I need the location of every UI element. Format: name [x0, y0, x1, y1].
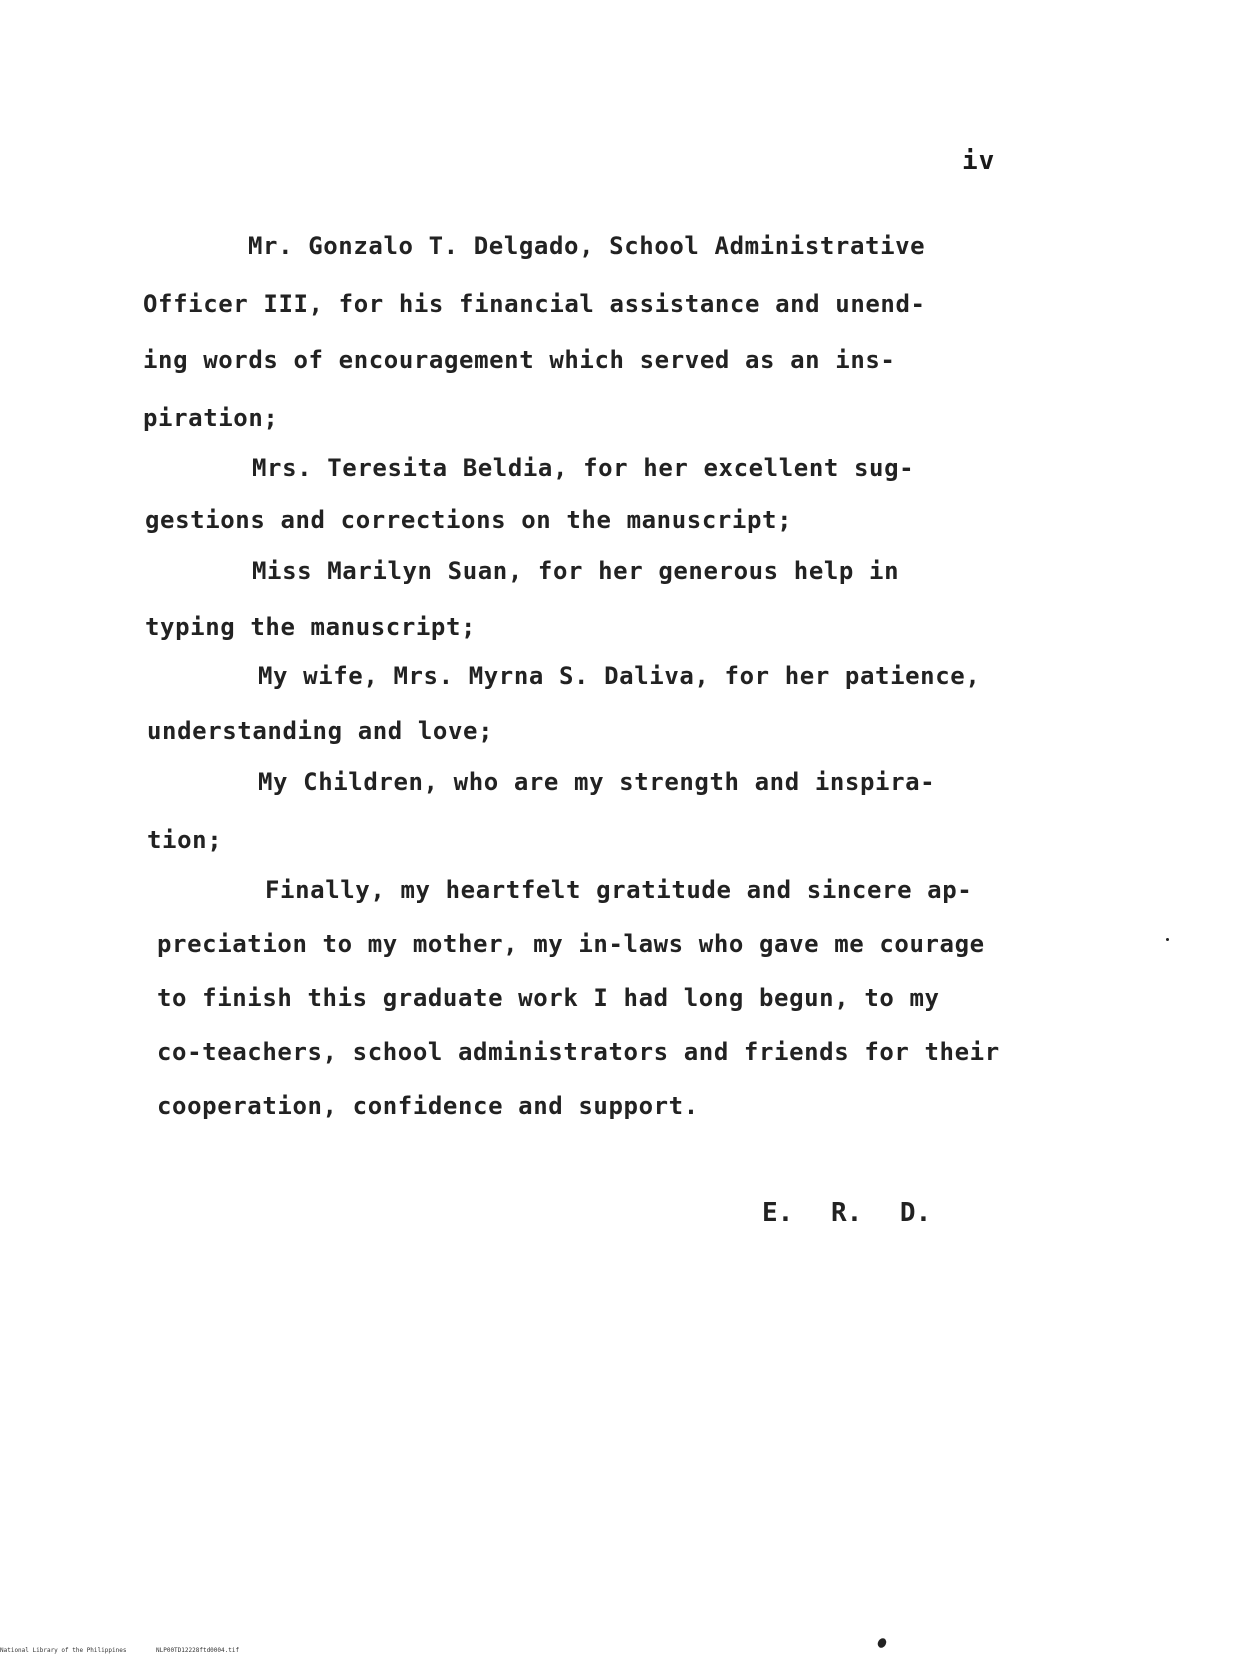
text-line: to finish this graduate work I had long begun, to my	[157, 984, 940, 1012]
text-line: Mrs. Teresita Beldia, for her excellent sug-	[252, 454, 915, 482]
scan-speck	[1166, 938, 1169, 941]
text-line: Officer III, for his financial assistance and unend-	[143, 290, 926, 318]
text-line: Miss Marilyn Suan, for her generous help in	[252, 557, 900, 585]
text-line: preciation to my mother, my in-laws who gave me courage	[157, 930, 985, 958]
text-line: gestions and corrections on the manuscript;	[145, 506, 793, 534]
footer-library: National Library of the Philippines	[0, 1647, 127, 1654]
text-line: understanding and love;	[147, 717, 494, 745]
footer-filename: NLP00TD12228ftd0004.tif	[156, 1647, 240, 1654]
text-line: cooperation, confidence and support.	[157, 1092, 699, 1120]
text-line: ing words of encouragement which served as an ins-	[143, 346, 896, 374]
text-line: Mr. Gonzalo T. Delgado, School Administrative	[248, 232, 926, 260]
scan-speck	[876, 1637, 888, 1650]
text-line: My Children, who are my strength and inspira-	[258, 768, 936, 796]
text-line: piration;	[143, 404, 279, 432]
text-line: typing the manuscript;	[145, 613, 477, 641]
text-line: co-teachers, school administrators and friends for their	[157, 1038, 1000, 1066]
page-number: iv	[962, 146, 996, 176]
text-line: tion;	[147, 826, 223, 854]
text-line: Finally, my heartfelt gratitude and sincere ap-	[265, 876, 973, 904]
text-line: My wife, Mrs. Myrna S. Daliva, for her patience,	[258, 662, 981, 690]
author-initials: E. R. D.	[762, 1198, 932, 1228]
